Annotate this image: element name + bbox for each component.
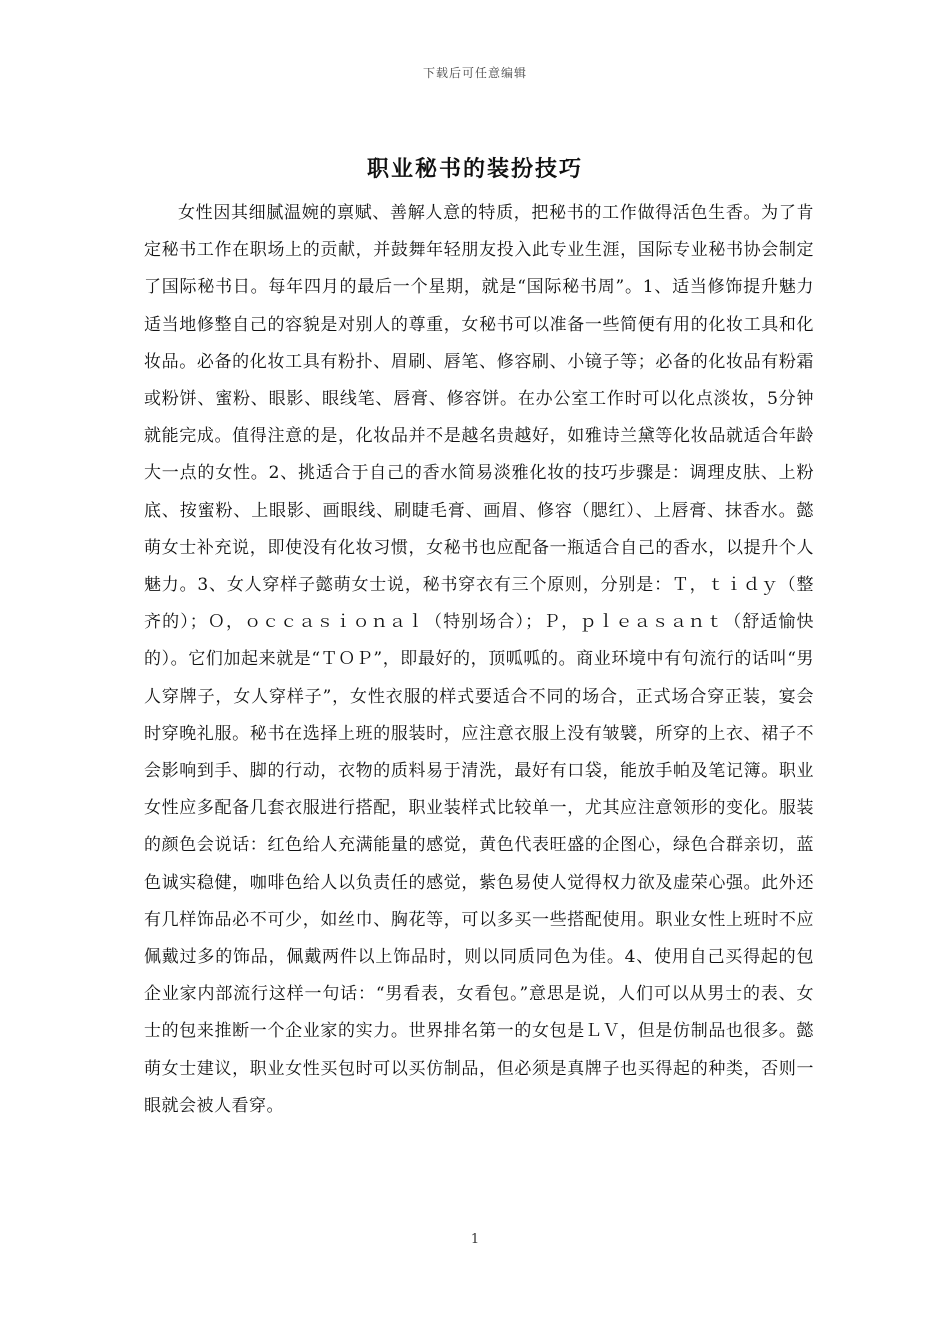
header-note: 下载后可任意编辑 — [422, 66, 527, 80]
page-number: 1 — [470, 1232, 480, 1247]
body-paragraph: 女性因其细腻温婉的禀赋、善解人意的特质，把秘书的工作做得活色生香。为了肯定秘书工作在职场上的贡献，并鼓舞年轻朋友投入此专业生涯，国际专业秘书协会制定了国际秘书日。每年四月的最后一个星期，就是“国际秘书周”。1、适当修饰提升魅力适当地修整自己的容貌是对别人的尊重，女秘书可以准备一些简便有用的化妆工具和化妆品。必备的化妆工具有粉扑、眉刷、唇笔、修容刷、小镜子等；必备的化妆品有粉霜或粉饼、蜜粉、眼影、眼线笔、唇膏、修容饼。在办公室工作时可以化点淡妆，5分钟就能完成。值得注意的是，化妆品并不是越名贵越好，如雅诗兰黛等化妆品就适合年龄大一点的女性。2、挑适合于自己的香水简易淡雅化妆的技巧步骤是：调理皮肤、上粉底、按蜜粉、上眼影、画眼线、刷睫毛膏、画眉、修容（腮红）、上唇膏、抹香水。懿萌女士补充说，即使没有化妆习惯，女秘书也应配备一瓶适合自己的香水，以提升个人魅力。3、女人穿样子懿萌女士说，秘书穿衣有三个原则，分别是：Ｔ，ｔｉｄｙ（整齐的）；Ｏ，ｏｃｃａｓｉｏｎａｌ（特别场合）；Ｐ，ｐｌｅａｓａｎｔ（舒适愉快的）。它们加起来就是“ＴＯＰ”，即最好的，顶呱呱的。商业环境中有句流行的话叫“男人穿牌子，女人穿样子”，女性衣服的样式要适合不同的场合，正式场合穿正装，宴会时穿晚礼服。秘书在选择上班的服装时，应注意衣服上没有皱襞，所穿的上衣、裙子不会影响到手、脚的行动，衣物的质料易于清洗，最好有口袋，能放手帕及笔记簿。职业女性应多配备几套衣服进行搭配，职业装样式比较单一，尤其应注意领形的变化。服装的颜色会说话：红色给人充满能量的感觉，黄色代表旺盛的企图心，绿色合群亲切，蓝色诚实稳健，咖啡色给人以负责任的感觉，紫色易使人觉得权力欲及虚荣心强。此外还有几样饰品必不可少，如丝巾、胸花等，可以多买一些搭配使用。职业女性上班时不应佩戴过多的饰品，佩戴两件以上饰品时，则以同质同色为佳。4、使用自己买得起的包企业家内部流行这样一句话：“男看表，女看包。”意思是说，人们可以从男士的表、女士的包来推断一个企业家的实力。世界排名第一的女包是ＬＶ，但是仿制品也很多。懿萌女士建议，职业女性买包时可以买仿制品，但必须是真牌子也买得起的种类，否则一眼就会被人看穿。 — [144, 203, 814, 1116]
document-title: 职业秘书的装扮技巧 — [366, 156, 583, 182]
